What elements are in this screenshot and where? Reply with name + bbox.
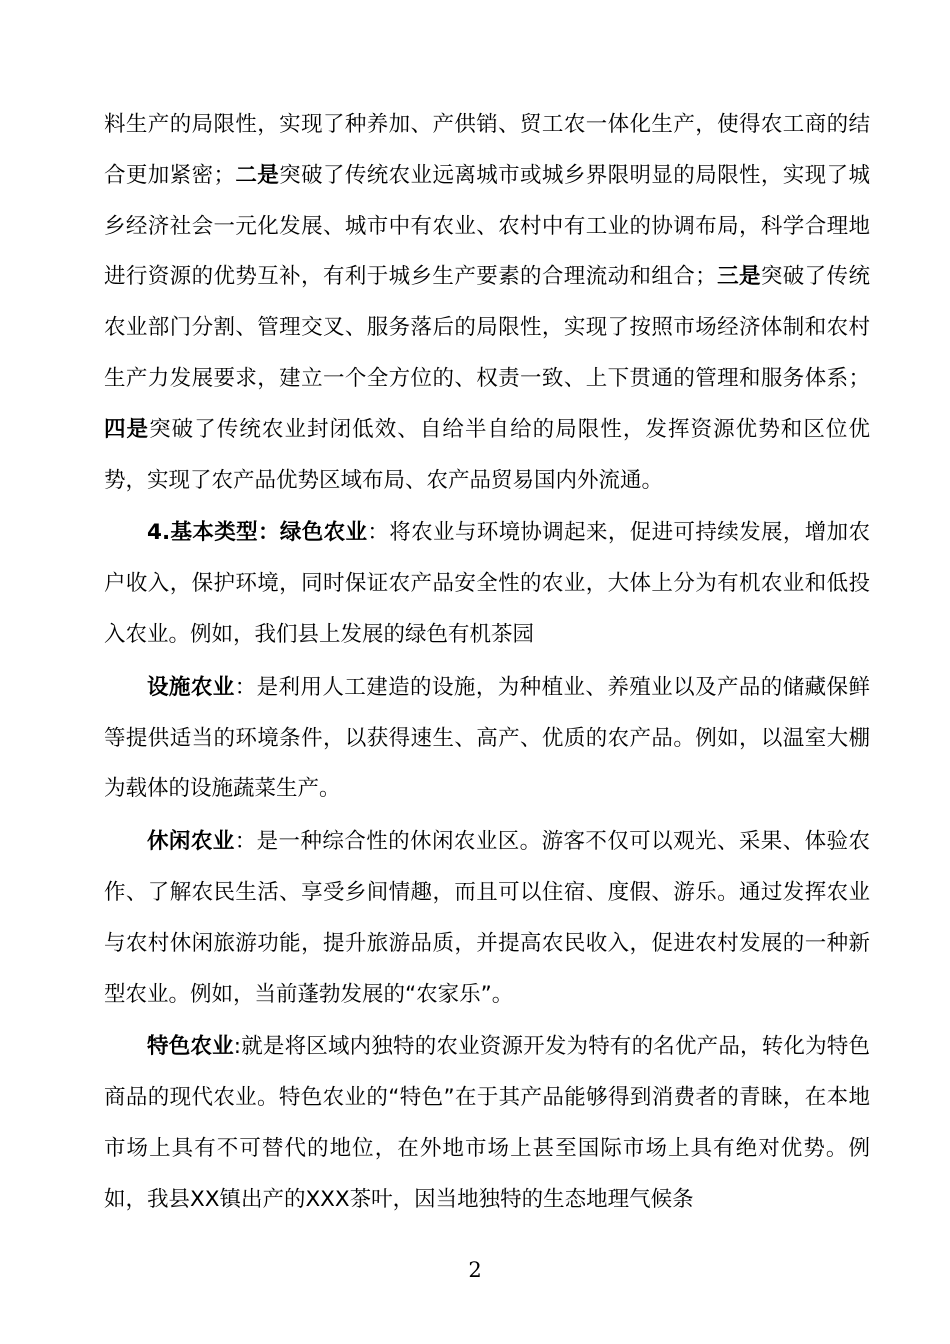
- paragraph-facility-agriculture: [104, 663, 870, 815]
- text-segment: :就是将区域内独特的农业资源开发为特有的名优产品，转化为特色商品的现代农业。特色农业的“特色”在于其产品能够得到消费者的青睐，在本地市场上具有不可替代的地位，在外地市场上甚至国际市场上具有绝对优势。例如，我县XX镇出产的XXX茶叶，因当地独特的生态地理气候条: [104, 1034, 870, 1212]
- term-leisure-agriculture: 休闲农业: [147, 829, 235, 855]
- text-segment: ：是利用人工建造的设施，为种植业、养殖业以及产品的储藏保鲜等提供适当的环境条件，以获得速生、高产、优质的农产品。例如，以温室大棚为载体的设施蔬菜生产。: [104, 674, 870, 802]
- paragraph-leisure-agriculture: [104, 817, 870, 1020]
- text-segment: ：是一种综合性的休闲农业区。游客不仅可以观光、采果、体验农作、了解农民生活、享受乡间情趣，而且可以住宿、度假、游乐。通过发挥农业与农村休闲旅游功能，提升旅游品质，并提高农民收入，促进农村发展的一种新型农业。例如，当前蓬勃发展的“农家乐”。: [104, 829, 870, 1007]
- text-segment: 突破了传统农业远离城市或城乡界限明显的局限性，实现了城乡经济社会一元化发展、城市中有农业、农村中有工业的协调布局，科学合理地进行资源的优势互补，有利于城乡生产要素的合理流动和组合；: [104, 162, 870, 290]
- text-segment: ：将农业与环境协调起来，促进可持续发展，增加农户收入，保护环境，同时保证农产品安全性的农业，大体上分为有机农业和低投入农业。例如，我们县上发展的绿色有机茶园: [104, 520, 870, 647]
- bold-marker-three: 三是: [716, 264, 761, 290]
- paragraph-continuation: [104, 100, 870, 506]
- paragraph-specialty-agriculture: [104, 1022, 870, 1225]
- bold-marker-four: 四是: [104, 416, 150, 442]
- bold-marker-two: 二是: [234, 162, 280, 188]
- text-segment: 突破了传统农业部门分割、管理交叉、服务落后的局限性，实现了按照市场经济体制和农村生产力发展要求，建立一个全方位的、权责一致、上下贯通的管理和服务体系；: [104, 264, 870, 391]
- text-segment: 料生产的局限性，实现了种养加、产供销、贸工农一体化生产，使得农工商的结合更加紧密；: [104, 112, 870, 188]
- document-body: [104, 100, 870, 1228]
- page-number: 2: [468, 1258, 482, 1282]
- term-facility-agriculture: 设施农业: [147, 674, 235, 700]
- section-heading-green-agriculture: 4.基本类型：绿色农业: [147, 520, 368, 546]
- paragraph-basic-types: [104, 508, 870, 660]
- term-specialty-agriculture: 特色农业: [147, 1034, 234, 1060]
- text-segment: 突破了传统农业封闭低效、自给半自给的局限性，发挥资源优势和区位优势，实现了农产品优势区域布局、农产品贸易国内外流通。: [104, 416, 870, 493]
